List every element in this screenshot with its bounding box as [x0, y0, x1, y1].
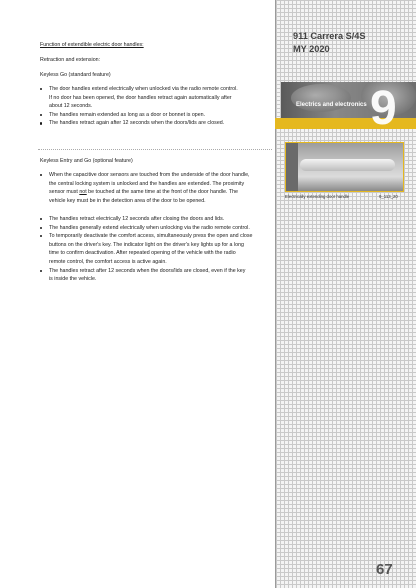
list-item	[40, 215, 252, 224]
door-handle-photo	[285, 142, 404, 192]
text-line: The door handles extend electrically when unlocked via the radio remote control.	[49, 86, 238, 92]
text-line: The handles retract again after 12 seconds when the doors/lids are closed.	[49, 120, 225, 127]
text-line: time to confirm deactivation. After repeated opening of the vehicle with the radio	[49, 250, 236, 257]
model-year: MY 2020	[293, 44, 330, 54]
photo-shadow	[286, 143, 298, 191]
text-line: the central locking system is unlocked and the handles are extended. The proximity	[49, 180, 245, 187]
text-line: To temporarily deactivate the comfort access, simultaneously press the open and close	[49, 233, 253, 240]
model-title: 911 Carrera S/4S	[293, 31, 366, 41]
list-item	[40, 85, 238, 111]
keyless-go-list	[40, 85, 238, 128]
figure-caption: Electrically extending door handle	[285, 194, 350, 199]
list-item	[40, 119, 238, 128]
list-item	[40, 171, 250, 205]
text-line: about 12 seconds.	[49, 103, 93, 110]
text-line: The handles retract after 12 seconds when the doors/lids are closed, even if the key	[49, 267, 246, 274]
intro-text: Retraction and extension:	[40, 57, 101, 63]
text-line	[49, 188, 250, 197]
emphasis-not: not	[79, 189, 87, 196]
text-line: The handles retract electrically 12 seconds after closing the doors and lids.	[49, 216, 225, 222]
text-line: buttons on the driver's key. The indicator light on the driver's key lights up for a long	[49, 241, 244, 248]
keyless-entry-title: Keyless Entry and Go (optional feature)	[40, 158, 133, 164]
text-fragment: be touched at the same time at the front of the door handle. The	[86, 189, 238, 196]
list-item	[40, 224, 252, 233]
text-line: The handles remain extended as long as a door or bonnet is open.	[49, 111, 206, 118]
keyless-go-title: Keyless Go (standard feature)	[40, 72, 111, 78]
text-line: vehicle key must be in the detection area of the door to be opened.	[49, 197, 206, 204]
list-item	[40, 232, 252, 266]
text-line: If no door has been opened, the door handles retract again automatically after	[49, 94, 232, 101]
keyless-entry-list-continued	[40, 215, 252, 284]
text-fragment: sensor must	[49, 189, 80, 196]
text-line: is inside the vehicle.	[49, 276, 97, 283]
text-line: remote control, the comfort access is active again.	[49, 258, 167, 265]
chapter-number: 9	[370, 82, 397, 135]
figure-id: 9_113_20	[379, 194, 398, 199]
text-line: The handles generally extend electrically when unlocking via the radio remote control.	[49, 224, 250, 231]
divider	[38, 149, 272, 150]
page-number: 67	[376, 561, 393, 578]
keyless-entry-list	[40, 171, 250, 205]
door-handle-shape	[300, 159, 395, 171]
list-item	[40, 267, 252, 284]
section-heading: Function of extendible electric door handles:	[40, 42, 144, 48]
text-line: When the capacitive door sensors are touched from the underside of the door handle,	[49, 172, 250, 178]
list-item	[40, 111, 238, 120]
chapter-title: Electrics and electronics	[296, 102, 367, 108]
